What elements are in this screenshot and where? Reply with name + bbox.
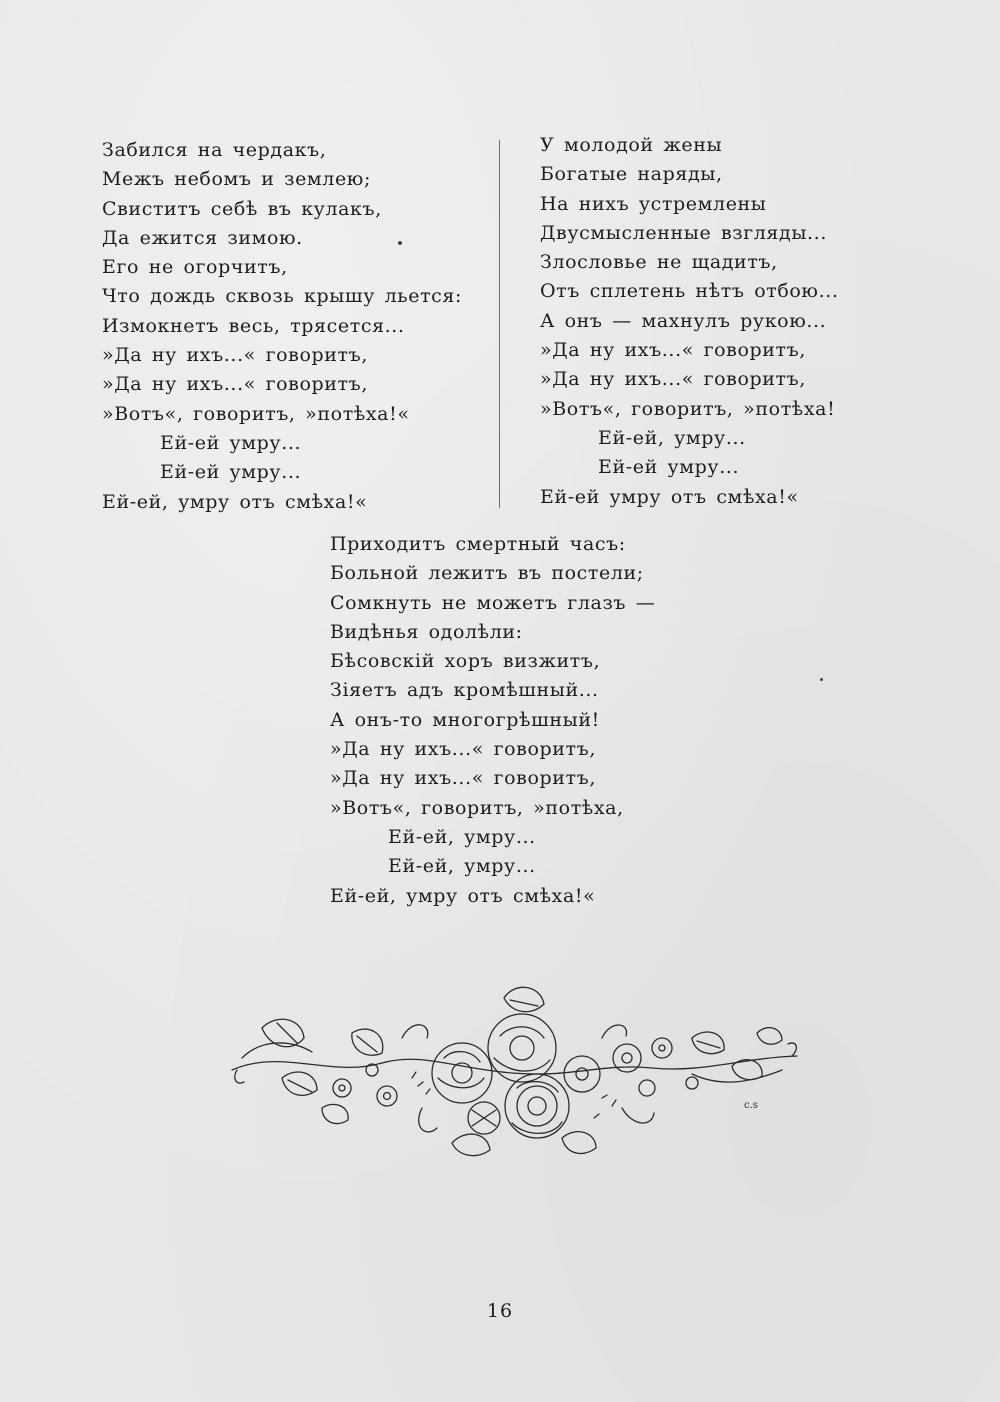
verse-line: »Да ну ихъ...« говоритъ, bbox=[540, 339, 806, 362]
stanza-left bbox=[102, 136, 462, 517]
verse-line: »Вотъ«, говоритъ, »потѣха! bbox=[540, 397, 836, 420]
verse-line: Что дождь сквозь крышу льется: bbox=[102, 285, 463, 308]
verse-line: Двусмысленные взгляды... bbox=[540, 221, 827, 244]
verse-line: А онъ-то многогрѣшный! bbox=[330, 708, 600, 731]
column-divider bbox=[499, 140, 500, 508]
verse-line: »Вотъ«, говоритъ, »потѣха!« bbox=[102, 402, 410, 425]
ink-speck bbox=[820, 678, 823, 681]
verse-line: Богатые наряды, bbox=[540, 163, 723, 186]
stanza-right bbox=[540, 131, 839, 512]
page-number: 16 bbox=[486, 1300, 514, 1322]
verse-line: »Да ну ихъ...« говоритъ, bbox=[330, 767, 596, 790]
verse-line-refrain: Ей-ей умру... bbox=[160, 431, 302, 454]
verse-line: Больной лежитъ въ постели; bbox=[330, 562, 644, 585]
verse-line: У молодой жены bbox=[540, 134, 723, 156]
verse-line: Ей-ей умру отъ смѣха!« bbox=[540, 485, 799, 508]
verse-line: Сомкнуть не можетъ глазъ — bbox=[330, 591, 656, 614]
verse-line-refrain: Ей-ей умру... bbox=[598, 456, 740, 479]
verse-line: Забился на чердакъ, bbox=[102, 139, 327, 161]
verse-line: Измокнетъ весь, трясется... bbox=[102, 314, 405, 337]
verse-line: »Да ну ихъ...« говоритъ, bbox=[102, 373, 368, 396]
verse-line: Бѣсовскій хоръ визжитъ, bbox=[330, 650, 601, 673]
verse-line: »Да ну ихъ...« говоритъ, bbox=[540, 368, 806, 391]
engraver-signature: c.s bbox=[744, 1100, 758, 1111]
verse-line: Отъ сплетень нѣтъ отбою... bbox=[540, 280, 839, 303]
ink-speck bbox=[398, 241, 402, 245]
floral-vignette-icon bbox=[222, 978, 802, 1168]
verse-line: Зіяетъ адъ кромѣшный... bbox=[330, 679, 599, 702]
verse-line: Да ежится зимою. bbox=[102, 226, 303, 249]
verse-line-refrain: Ей-ей, умру... bbox=[388, 855, 536, 878]
verse-line: Ей-ей, умру отъ смѣха!« bbox=[102, 490, 368, 513]
stanza-bottom bbox=[330, 530, 655, 911]
verse-line-refrain: Ей-ей, умру... bbox=[598, 426, 746, 449]
verse-line-refrain: Ей-ей умру... bbox=[160, 461, 302, 484]
verse-line: »Да ну ихъ...« говоритъ, bbox=[330, 738, 596, 761]
verse-line: Межъ небомъ и землею; bbox=[102, 168, 371, 191]
verse-line: А онъ — махнулъ рукою... bbox=[540, 309, 827, 332]
verse-line: Злословье не щадитъ, bbox=[540, 251, 778, 274]
verse-line-refrain: Ей-ей, умру... bbox=[388, 825, 536, 848]
verse-line: На нихъ устремлены bbox=[540, 192, 767, 215]
verse-line: Ей-ей, умру отъ смѣха!« bbox=[330, 884, 596, 907]
verse-line: Видѣнья одолѣли: bbox=[330, 620, 523, 643]
verse-line: Свиститъ себѣ въ кулакъ, bbox=[102, 197, 382, 220]
verse-line: »Вотъ«, говоритъ, »потѣха, bbox=[330, 796, 624, 819]
verse-line: »Да ну ихъ...« говоритъ, bbox=[102, 344, 368, 367]
verse-line: Приходитъ смертный часъ: bbox=[330, 533, 626, 555]
verse-line: Его не огорчитъ, bbox=[102, 256, 288, 279]
